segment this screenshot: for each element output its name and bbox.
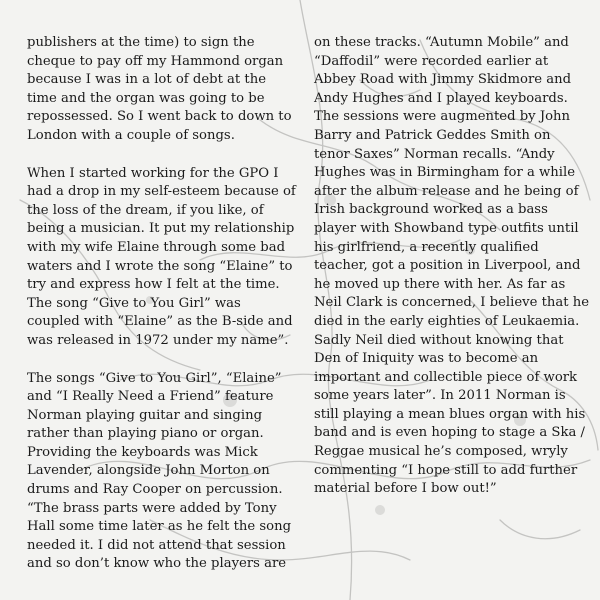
paragraph: When I started working for the GPO I had a drop in my self-esteem because of the loss of the dream, if you like, of being a musician. It put my relationship with my wife Elaine through some bad waters and I wrote the song “Elaine” to try and express how I felt at the time. The song “Give to You Girl” was coupled with “Elaine” as the B-side and was released in 1972 under my name”. (27, 165, 296, 348)
paragraph: The songs “Give to You Girl”, “Elaine” and “I Really Need a Friend” feature Norman playing guitar and singing rather than playing piano or organ. Providing the keyboards was Mick Lavender, alongside John Morton on drums and Ray Cooper on percussion. “The brass parts were added by Tony Hall some time later as he felt the song needed it. I did not attend that session and so don’t know who the players are (27, 370, 292, 572)
paragraph: publishers at the time) to sign the cheque to pay off my Hammond organ because I was in a lot of debt at the time and the organ was going to be repossessed. So I went back to down to London with a couple of songs. (27, 35, 292, 143)
text-column-left (27, 34, 297, 593)
paragraph: on these tracks. “Autumn Mobile” and “Daffodil” were recorded earlier at Abbey Road with Jimmy Skidmore and Andy Hughes and I played keyboards. The sessions were augmented by John Barry and Patrick Geddes Smith on tenor Saxes” Norman recalls. “Andy Hughes was in Birmingham for a while after the album release and he being of Irish background worked as a bass player with Showband type outfits until his girlfriend, a recently qualified teacher, got a position in Liverpool, and he moved up there with her. As far as Neil Clark is concerned, I believe that he died in the early eighties of Leukaemia. Sadly Neil died without knowing that Den of Iniquity was to become an important and collectible piece of work some years later”. In 2011 Norman is still playing a mean blues organ with his band and is even hoping to stage a Ska / Reggae musical he’s composed, wryly commenting “I hope still to add further material before I bow out!” (314, 35, 590, 497)
text-column-right (314, 34, 590, 518)
